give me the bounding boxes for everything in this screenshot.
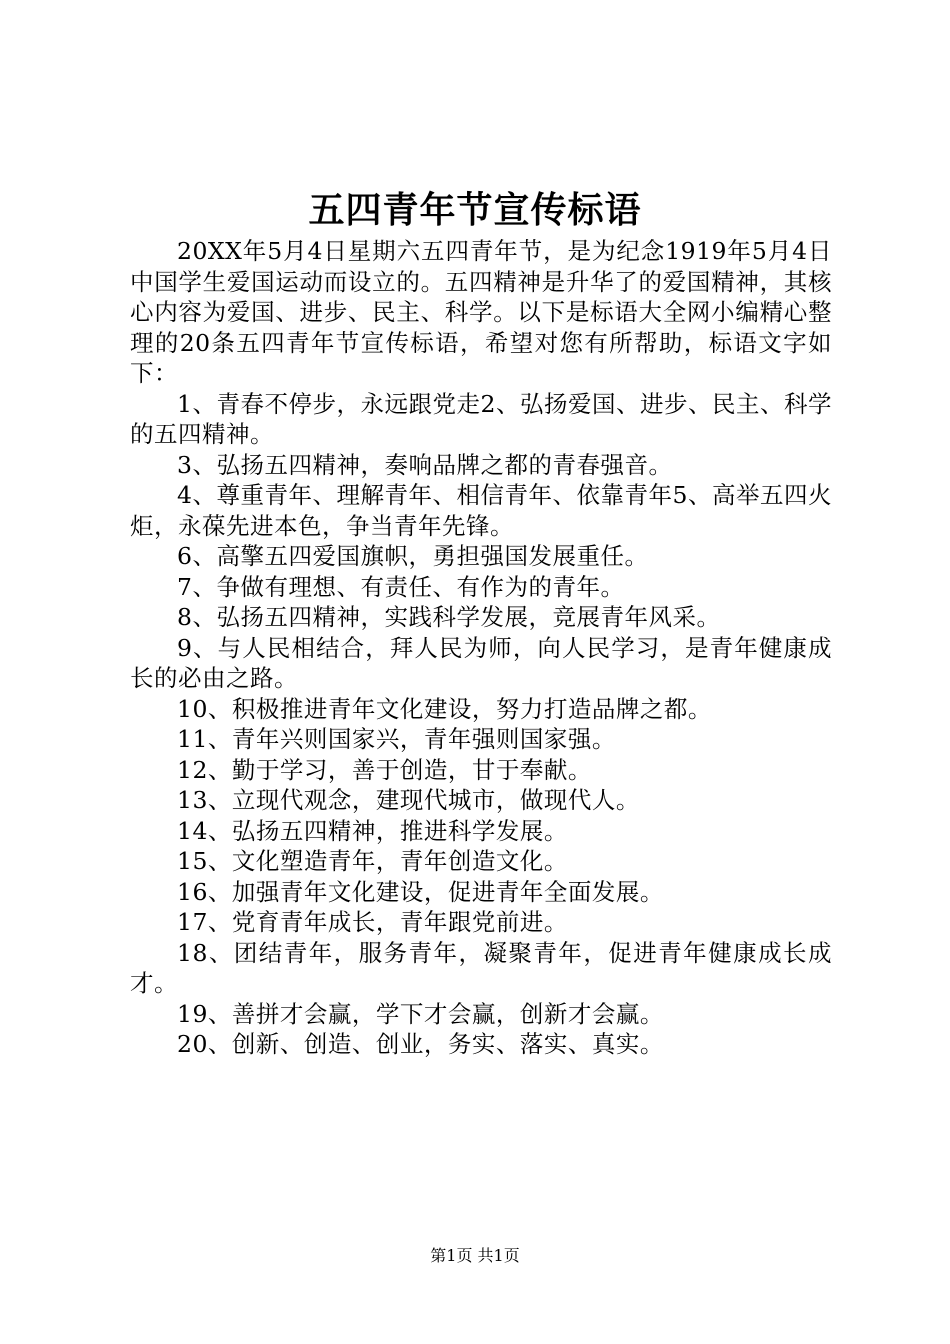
document-body (130, 236, 832, 1060)
slogan-paragraph: 15、文化塑造青年，青年创造文化。 (177, 847, 568, 875)
slogan-paragraph: 16、加强青年文化建设，促进青年全面发展。 (177, 877, 664, 906)
page-title: 五四青年节宣传标语 (308, 189, 642, 231)
slogan-paragraph: 17、党育青年成长，青年跟党前进。 (177, 908, 568, 936)
slogan-paragraph: 1、青春不停步，永远跟党走2、弘扬爱国、进步、民主、科学的五四精神。 (130, 389, 832, 448)
slogan-paragraph: 7、争做有理想、有责任、有作为的青年。 (177, 572, 625, 601)
slogan-paragraph: 19、善拼才会赢，学下才会赢，创新才会赢。 (177, 999, 664, 1028)
slogan-paragraph: 9、与人民相结合，拜人民为师，向人民学习，是青年健康成长的必由之路。 (130, 633, 832, 692)
slogan-paragraph: 6、高擎五四爱国旗帜，勇担强国发展重任。 (177, 542, 649, 570)
slogan-paragraph: 12、勤于学习，善于创造，甘于奉献。 (177, 755, 592, 784)
slogan-paragraph: 13、立现代观念，建现代城市，做现代人。 (177, 786, 640, 814)
slogan-paragraph: 14、弘扬五四精神，推进科学发展。 (177, 816, 568, 845)
slogan-paragraph: 18、团结青年，服务青年，凝聚青年，促进青年健康成长成才。 (130, 938, 832, 997)
slogan-paragraph: 11、青年兴则国家兴，青年强则国家强。 (177, 725, 616, 753)
slogan-paragraph: 20、创新、创造、创业，务实、落实、真实。 (177, 1030, 664, 1058)
slogan-paragraph: 3、弘扬五四精神，奏响品牌之都的青春强音。 (177, 450, 673, 479)
page-footer: 第1页 共1页 (430, 1246, 520, 1265)
intro-paragraph: 20XX年5月4日星期六五四青年节，是为纪念1919年5月4日中国学生爱国运动而设立的。五四精神是升华了的爱国精神，其核心内容为爱国、进步、民主、科学。以下是标语大全网小编精心整理的20条五四青年节宣传标语，希望对您有所帮助，标语文字如下： (130, 237, 832, 387)
slogan-paragraph: 8、弘扬五四精神，实践科学发展，竞展青年风采。 (177, 603, 721, 631)
slogan-paragraph: 10、积极推进青年文化建设，努力打造品牌之都。 (177, 694, 712, 723)
slogan-paragraph: 4、尊重青年、理解青年、相信青年、依靠青年5、高举五四火炬，永葆先进本色，争当青年先锋。 (130, 481, 832, 540)
